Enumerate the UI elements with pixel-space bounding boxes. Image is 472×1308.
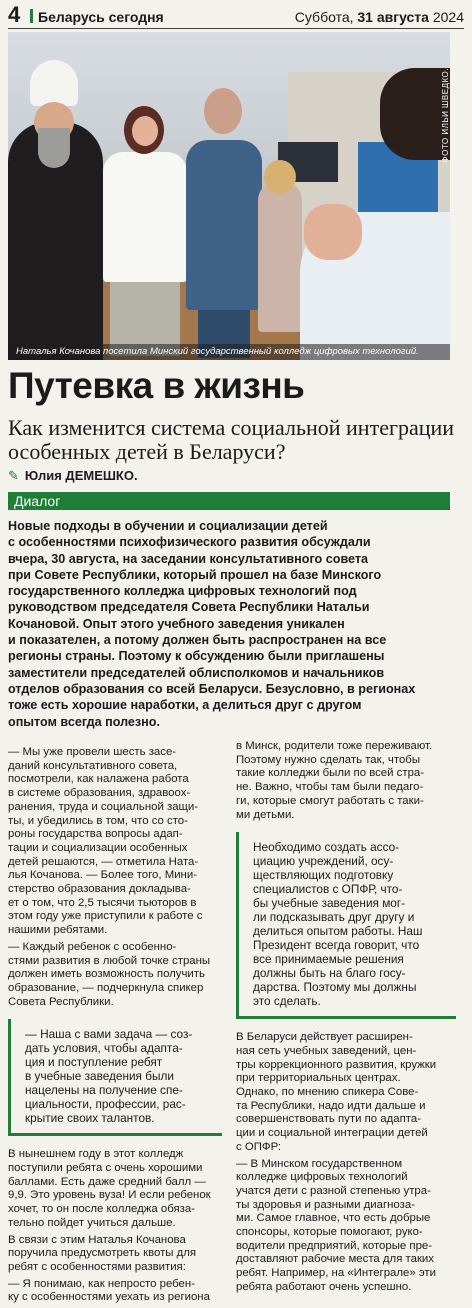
photo-figure-student-hand <box>304 204 362 260</box>
article-lead: Новые подходы в обучении и социализации детей с особенностями психофизического развития обсуждали вчера, 30 августа, на заседании консультативного совета при Совете Республики, который прошел на базе Минского государственного колледжа цифровых технологий под руководством председателя Совета Республики Натальи Кочановой. Опыт этого учебного заведения уникален и показателен, а потому должен быть распространен на все регионы страны. Поэтому к обсуждению были приглашены заместители председателей облисполкомов и начальников отделов образования со всей Беларуси. Безусловно, в регионах тоже есть хорошие наработки, а делиться друг с другом опытом всегда полезно. <box>8 519 416 729</box>
author-name: Юлия ДЕМЕШКО. <box>24 468 138 483</box>
pull-quote: — Наша с вами задача — соз- дать условия, чтобы адапта- ция и поступление ребят в учебные заведения были нацелены на получение спе- циальности, профессии, рас- крытие своих талантов. <box>8 1019 222 1136</box>
article-subtitle: Как изменится система социальной интеграции особенных детей в Беларуси? <box>8 415 455 464</box>
photo-figure-woman <box>103 152 187 282</box>
photo-figure-student-head <box>380 68 450 163</box>
article-photo <box>8 32 450 360</box>
paragraph: В нынешнем году в этот колледж поступили ребята с очень хорошими баллами. Есть даже средний балл — 9,9. Это уровень вуза! И если ребенок хочет, то он после колледжа обяза- тельно пойдет учиться дальше. <box>8 1148 211 1229</box>
paragraph: — Каждый ребенок с особенно- стями развития в любой точке страны должен иметь возможность получить образование, — подчеркнула спикер Совета Республики. <box>8 940 211 1008</box>
section-marker <box>30 9 33 23</box>
text-column-right <box>236 740 456 1298</box>
text-column-left <box>8 746 222 1308</box>
photo-figure-man <box>186 140 262 310</box>
rubric-bar: Диалог <box>8 492 450 510</box>
paragraph: в Минск, родители тоже переживают. Поэтому нужно сделать так, чтобы такие колледжи были по всей стра- не. Важно, чтобы там были педаго- ги, которые смогут работать с таки- ми детьми. <box>236 740 433 821</box>
paragraph: — Мы уже провели шесть засе- даний консультативного совета, посмотрели, как налажена работа в системе образования, здравоох- ранения, труда и социальной защи- ты, и убедились в том, что со сто- роны государства вопросы адап- тации и социализации особенных детей решаются, — отметила Ната- лья Кочанова. — Более того, Мини- стерство образования докладыва- ет о том, что 2,5 тысячи тьюторов в этом году уже приступили к работе с нашими ребятами. <box>8 746 203 937</box>
section-name: Беларусь сегодня <box>38 9 164 25</box>
byline <box>8 468 138 484</box>
paragraph: В Беларуси действует расширен- ная сеть учебных заведений, цен- тры коррекционного развития, кружки при территориальных центрах. Однако, по мнению спикера Сове- та Республики, надо идти дальше и совершенствовать пути по адапта- ции и социальной интеграции детей с ОПФР: <box>236 1031 437 1153</box>
photo-figure-man-head <box>204 88 242 134</box>
date-day-month: 31 августа <box>357 9 429 25</box>
photo-figure-girl-head <box>264 160 296 194</box>
paragraph: — Я понимаю, как непросто ребен- ку с особенностями уехать из региона <box>8 1277 210 1304</box>
photo-figure-girl <box>258 182 302 332</box>
photo-figure-priest-beard <box>38 128 70 168</box>
date-year: 2024 <box>428 9 464 25</box>
issue-date <box>295 9 464 25</box>
paragraph: В связи с этим Наталья Кочанова поручила предусмотреть квоты для ребят с особенностями развития: <box>8 1233 197 1273</box>
photo-figure-woman-face <box>132 116 158 146</box>
photo-credit: ФОТО ИЛЬИ ШВЕДКО. <box>441 68 450 163</box>
page-header <box>8 4 464 29</box>
photo-figure-priest-hat <box>30 60 78 106</box>
pull-quote: Необходимо создать ассо- циацию учреждений, осу- ществляющих подготовку специалистов с ОПФР, что- бы учебные заведения мог- ли подсказывать друг другу и делиться опытом работы. Наш Президент всегда говорит, что все принимаемые решения должны быть на благо госу- дарства. Поэтому мы должны это сделать. <box>236 832 456 1019</box>
article-title: Путевка в жизнь <box>8 365 305 406</box>
paragraph: — В Минском государственном колледже цифровых технологий учатся дети с разной степенью утра- ты здоровья и разными диагноза- ми. Самое главное, что есть добрые спонсоры, которые помогают, руко- водители предприятий, которые пре- доставляют рабочие места для таких ребят. Например, на «Интеграле» эти ребята работают очень успешно. <box>236 1157 436 1293</box>
pen-icon: ✎ <box>8 468 19 483</box>
page-number: 4 <box>8 2 21 27</box>
photo-caption: Наталья Кочанова посетила Минский государственный колледж цифровых технологий. <box>8 344 450 360</box>
weekday: Суббота, <box>294 9 358 25</box>
